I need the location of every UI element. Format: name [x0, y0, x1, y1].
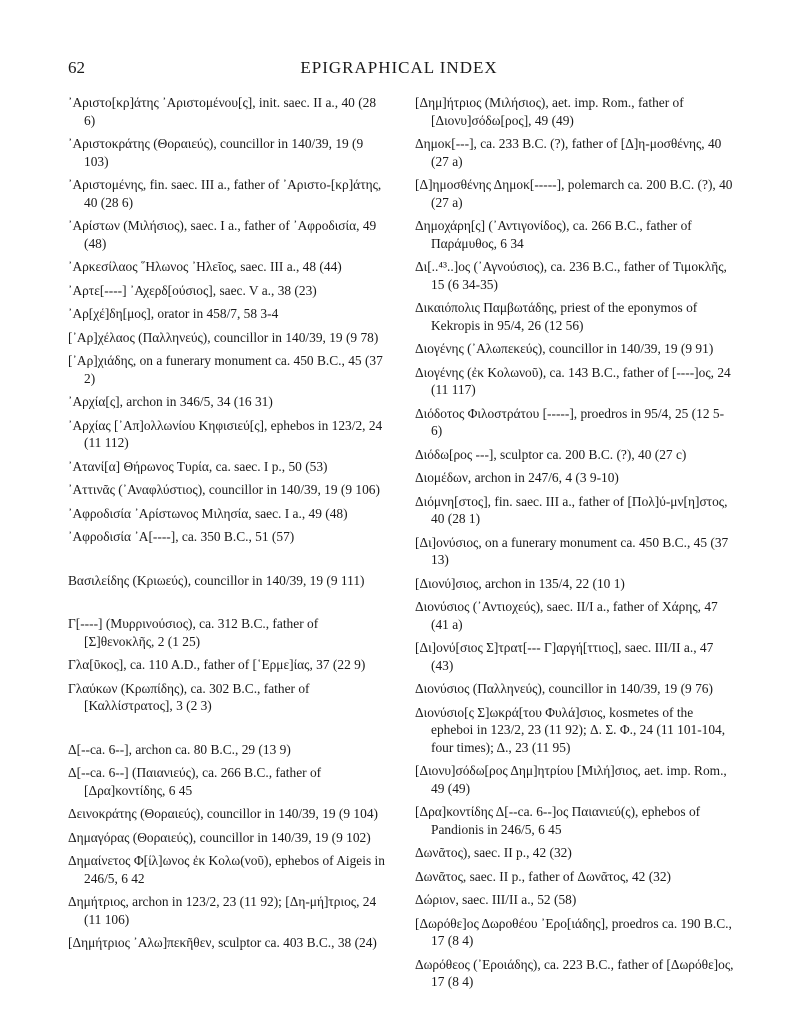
index-entry: ᾿Αριστο[κρ]άτης ᾿Αριστομένου[ς], init. saec. II a., 40 (28 6) [68, 95, 377, 128]
index-entry: Διονύσιος (Παλληνεύς), councillor in 140/39, 19 (9 76) [415, 681, 713, 696]
index-entry: ᾿Αττινᾶς (᾿Αναφλύστιος), councillor in 140/39, 19 (9 106) [68, 482, 380, 497]
index-entry: Διόδω[ρος ---], sculptor ca. 200 B.C. (?), 40 (27 c) [415, 446, 687, 462]
index-entry: [Δημήτριος ᾿Αλω]πεκῆθεν, sculptor ca. 403 B.C., 38 (24) [68, 935, 377, 950]
index-entry: ᾿Αριστομένης, fin. saec. III a., father of ᾿Αριστο-[κρ]άτης, 40 (28 6) [68, 177, 382, 210]
index-entry: ᾿Αφροδισία ᾿Αρίστωνος Μιλησία, saec. I a., 49 (48) [68, 505, 348, 521]
index-entry: Δ[--ca. 6--] (Παιανιεύς), ca. 266 B.C., father of [Δρα]κοντίδης, 6 45 [68, 765, 322, 798]
index-entry: Διομέδων, archon in 247/6, 4 (3 9-10) [415, 470, 619, 485]
index-entry: [Διονυ]σόδω[ρος Δημ]ητρίου [Μιλή]σιος, aet. imp. Rom., 49 (49) [415, 763, 727, 796]
index-entry: [Δημ]ήτριος (Μιλήσιος), aet. imp. Rom., father of [Διονυ]σόδω[ρος], 49 (49) [415, 95, 684, 128]
index-entry: Δημήτριος, archon in 123/2, 23 (11 92); [Δη-μή]τριος, 24 (11 106) [68, 894, 377, 927]
index-entry: Γ[----] (Μυρρινούσιος), ca. 312 B.C., father of [Σ]θενοκλῆς, 2 (1 25) [68, 616, 319, 649]
index-column-left [68, 94, 388, 958]
index-entry: ᾿Αρχία[ς], archon in 346/5, 34 (16 31) [68, 394, 273, 409]
index-entry: Δεινοκράτης (Θοραιεύς), councillor in 140/39, 19 (9 104) [68, 806, 378, 821]
index-entry: [Δρα]κοντίδης Δ[--ca. 6--]ος Παιανιεύ(ς), ephebos of Pandionis in 246/5, 6 45 [415, 804, 701, 837]
index-entry: Δημοκ[---], ca. 233 B.C. (?), father of [Δ]η-μοσθένης, 40 (27 a) [415, 136, 722, 169]
index-entry: Διονύσιος (᾿Αντιοχεύς), saec. II/I a., father of Χάρης, 47 (41 a) [415, 599, 718, 632]
index-entry: Βασιλείδης (Κριωεύς), councillor in 140/39, 19 (9 111) [68, 572, 365, 588]
index-entry: ᾿Αρίστων (Μιλήσιος), saec. I a., father of ᾿Αφροδισία, 49 (48) [68, 218, 377, 251]
index-entry: Διόδοτος Φιλοστράτου [-----], proedros in 95/4, 25 (12 5-6) [415, 405, 725, 438]
index-entry: Δ[--ca. 6--], archon ca. 80 B.C., 29 (13 9) [68, 741, 291, 757]
index-entry: [᾿Αρ]χιάδης, on a funerary monument ca. 450 B.C., 45 (37 2) [68, 353, 383, 386]
index-entry: Δικαιόπολις Παμβωτάδης, priest of the eponymos of Kekropis in 95/4, 26 (12 56) [415, 300, 698, 333]
index-entry: Δι[..⁴³..]ος (᾿Αγνούσιος), ca. 236 B.C., father of Τιμοκλῆς, 15 (6 34-35) [415, 259, 727, 292]
index-entry: Δημαίνετος Φ[ίλ]ωνος ἐκ Κολω(νοῦ), ephebos of Aigeis in 246/5, 6 42 [68, 853, 385, 886]
index-entry: [Δωρόθε]ος Δωροθέου ᾿Ερο[ιάδης], proedros ca. 190 B.C., 17 (8 4) [415, 915, 732, 948]
page-number: 62 [68, 58, 85, 77]
index-entry: ᾿Αριστοκράτης (Θοραιεύς), councillor in 140/39, 19 (9 103) [68, 136, 364, 169]
index-entry: [Δι]ονύσιος, on a funerary monument ca. 450 B.C., 45 (37 13) [415, 534, 729, 567]
index-entry: ᾿Ατανί[α] Θήρωνος Τυρία, ca. saec. I p., 50 (53) [68, 458, 328, 474]
index-entry: Διονύσιο[ς Σ]ωκρά[του Φυλά]σιος, kosmetes of the epheboi in 123/2, 23 (11 92); Δ. Σ. Φ., 24 (11 101-104, four times); Δ., 23 (11 95) [415, 704, 726, 755]
index-entry: ᾿Αρκεσίλαος ῞Ηλωνος ᾿Ηλεῖος, saec. III a., 48 (44) [68, 259, 342, 274]
index-entry: Δώριον, saec. III/II a., 52 (58) [415, 892, 577, 907]
index-entry: Διογένης (᾿Αλωπεκεύς), councillor in 140/39, 19 (9 91) [415, 341, 714, 356]
page-header [68, 58, 730, 82]
index-entry: Δωνᾶτος), saec. II p., 42 (32) [415, 845, 572, 860]
index-entry: Διόμνη[στος], fin. saec. III a., father of [Πολ]ύ-μν[η]στος, 40 (28 1) [415, 493, 728, 526]
index-entry: [Διονύ]σιος, archon in 135/4, 22 (10 1) [415, 575, 625, 591]
index-entry: Γλαύκων (Κρωπίδης), ca. 302 B.C., father of [Καλλίστρατος], 3 (2 3) [68, 680, 310, 713]
index-entry: ᾿Αρ[χέ]δη[μος], orator in 458/7, 58 3-4 [68, 306, 279, 321]
index-entry: Διογένης (ἐκ Κολωνοῦ), ca. 143 B.C., father of [----]ος, 24 (11 117) [415, 364, 731, 397]
index-entry: [Δ]ημοσθένης Δημοκ[-----], polemarch ca. 200 B.C. (?), 40 (27 a) [415, 177, 733, 210]
index-entry: Δωρόθεος (᾿Εροιάδης), ca. 223 B.C., father of [Δωρόθε]ος, 17 (8 4) [415, 956, 734, 989]
index-entry: Δημαγόρας (Θοραιεύς), councillor in 140/39, 19 (9 102) [68, 829, 371, 845]
index-entry: ᾿Αρχίας [᾿Απ]ολλωνίου Κηφισιεύ[ς], ephebos in 123/2, 24 (11 112) [68, 417, 383, 450]
index-entry: Δημοχάρη[ς] (᾿Αντιγονίδος), ca. 266 B.C., father of Παράμυθος, 6 34 [415, 218, 692, 251]
index-entry: Δωνᾶτος, saec. II p., father of Δωνᾶτος, 42 (32) [415, 868, 671, 884]
running-title: EPIGRAPHICAL INDEX [300, 58, 498, 77]
index-column-right [415, 94, 735, 997]
index-entry: [᾿Αρ]χέλαος (Παλληνεύς), councillor in 140/39, 19 (9 78) [68, 329, 379, 345]
index-entry: ᾿Αφροδισία ᾿Α[----], ca. 350 B.C., 51 (57) [68, 529, 295, 544]
index-entry: ᾿Αρτε[----] ᾿Αχερδ[ούσιος], saec. V a., 38 (23) [68, 282, 317, 298]
index-entry: Γλα[ῦκος], ca. 110 A.D., father of [῾Ερμε]ίας, 37 (22 9) [68, 657, 366, 672]
index-entry: [Δι]ονύ[σιος Σ]τρατ[--- Γ]αργή[ττιος], saec. III/II a., 47 (43) [415, 640, 714, 673]
